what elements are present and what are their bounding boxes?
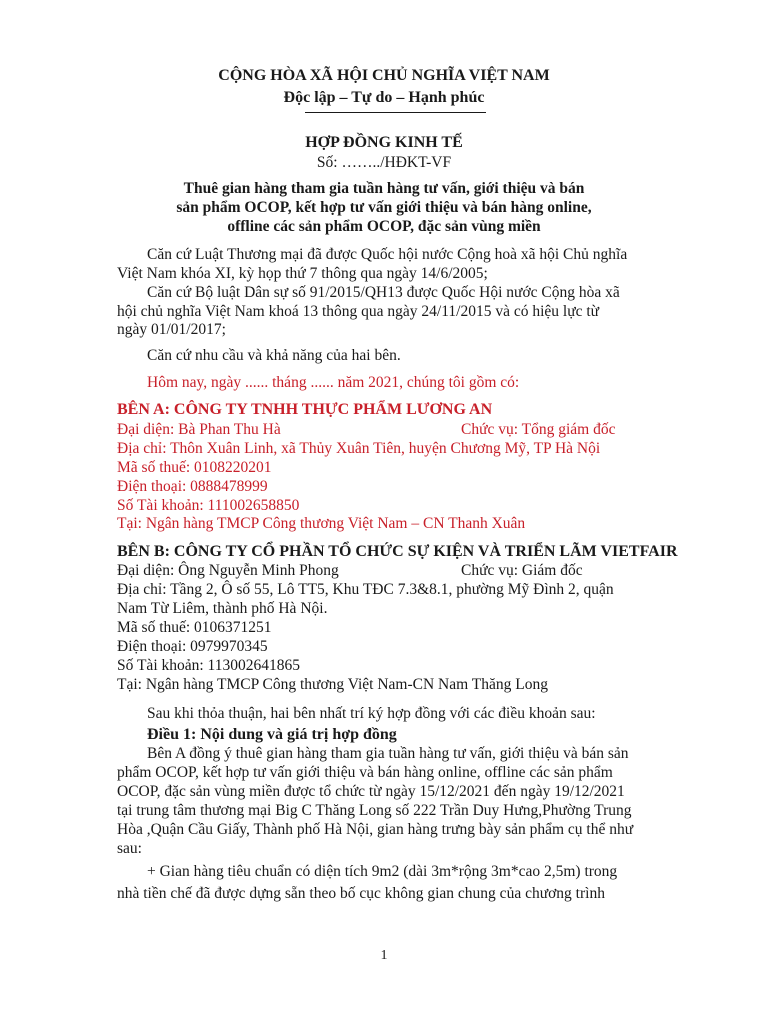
article-1-paragraph-line: sau: — [117, 840, 142, 857]
party-b-phone: Điện thoại: 0979970345 — [117, 638, 268, 655]
article-1-paragraph-line: Hòa ,Quận Cầu Giấy, Thành phố Hà Nội, gian hàng trưng bày sản phẩm cụ thể như — [117, 821, 634, 838]
basis-paragraph-line: ngày 01/01/2017; — [117, 321, 226, 338]
article-1-heading: Điều 1: Nội dung và giá trị hợp đồng — [147, 726, 397, 743]
party-b-tax-code: Mã số thuế: 0106371251 — [117, 619, 272, 636]
article-1-paragraph-line: phẩm OCOP, kết hợp tư vấn giới thiệu và bán hàng online, offline các sản phẩm — [117, 764, 613, 781]
national-title: CỘNG HÒA XÃ HỘI CHỦ NGHĨA VIỆT NAM — [218, 67, 550, 84]
party-a-address: Địa chỉ: Thôn Xuân Linh, xã Thủy Xuân Tiên, huyện Chương Mỹ, TP Hà Nội — [117, 440, 601, 457]
contract-subject-line: Thuê gian hàng tham gia tuần hàng tư vấn, giới thiệu và bán — [183, 180, 585, 197]
contract-number: Số: ……../HĐKT-VF — [316, 154, 452, 171]
basis-paragraph-line: Căn cứ Bộ luật Dân sự số 91/2015/QH13 được Quốc Hội nước Cộng hòa xã — [147, 284, 620, 301]
basis-paragraph-line: Căn cứ Luật Thương mại đã được Quốc hội nước Cộng hoà xã hội Chủ nghĩa — [147, 246, 628, 263]
party-b-account: Số Tài khoản: 113002641865 — [117, 657, 300, 674]
party-a-representative: Đại diện: Bà Phan Thu Hà — [117, 421, 281, 438]
basis-paragraph-line: hội chủ nghĩa Việt Nam khoá 13 thông qua ngày 24/11/2015 và có hiệu lực từ — [117, 303, 600, 320]
party-a-bank: Tại: Ngân hàng TMCP Công thương Việt Nam – CN Thanh Xuân — [117, 515, 526, 532]
basis-paragraph-line: Căn cứ nhu cầu và khả năng của hai bên. — [147, 347, 401, 364]
article-1-paragraph-line: tại trung tâm thương mại Big C Thăng Long số 222 Trần Duy Hưng,Phường Trung — [117, 802, 632, 819]
party-a-phone: Điện thoại: 0888478999 — [117, 478, 268, 495]
party-b-bank: Tại: Ngân hàng TMCP Công thương Việt Nam-CN Nam Thăng Long — [117, 676, 548, 693]
motto-underline — [305, 112, 486, 113]
party-a-position: Chức vụ: Tổng giám đốc — [461, 421, 616, 438]
article-1-paragraph-line: Bên A đồng ý thuê gian hàng tham gia tuần hàng tư vấn, giới thiệu và bán sản — [147, 745, 629, 762]
national-motto: Độc lập – Tự do – Hạnh phúc — [283, 89, 485, 106]
article-1-paragraph-line: OCOP, đặc sản vùng miền được tổ chức từ ngày 15/12/2021 đến ngày 19/12/2021 — [117, 783, 625, 800]
contract-title: HỢP ĐỒNG KINH TẾ — [305, 134, 463, 151]
contract-subject-line: sản phẩm OCOP, kết hợp tư vấn giới thiệu và bán hàng online, — [176, 199, 592, 216]
basis-paragraph-line: Việt Nam khóa XI, kỳ họp thứ 7 thông qua ngày 14/6/2005; — [117, 265, 488, 282]
party-a-account: Số Tài khoản: 111002658850 — [117, 497, 300, 514]
contract-subject-line: offline các sản phẩm OCOP, đặc sản vùng miền — [227, 218, 541, 235]
party-a-heading: BÊN A: CÔNG TY TNHH THỰC PHẨM LƯƠNG AN — [117, 401, 493, 418]
party-b-address: Nam Từ Liêm, thành phố Hà Nội. — [117, 600, 328, 617]
party-b-representative: Đại diện: Ông Nguyễn Minh Phong — [117, 562, 339, 579]
party-b-address: Địa chỉ: Tầng 2, Ô số 55, Lô TT5, Khu TĐC 7.3&8.1, phường Mỹ Đình 2, quận — [117, 581, 614, 598]
article-1-paragraph-line: nhà tiền chế đã được dựng sẵn theo bố cục không gian chung của chương trình — [117, 885, 605, 902]
party-b-heading: BÊN B: CÔNG TY CỔ PHẦN TỔ CHỨC SỰ KIỆN VÀ TRIỂN LÃM VIETFAIR — [117, 543, 678, 560]
party-a-tax-code: Mã số thuế: 0108220201 — [117, 459, 272, 476]
date-statement: Hôm nay, ngày ...... tháng ...... năm 2021, chúng tôi gồm có: — [147, 374, 520, 391]
page-number: 1 — [380, 948, 388, 963]
article-1-paragraph-line: + Gian hàng tiêu chuẩn có diện tích 9m2 (dài 3m*rộng 3m*cao 2,5m) trong — [147, 863, 618, 880]
agreement-statement: Sau khi thỏa thuận, hai bên nhất trí ký hợp đồng với các điều khoản sau: — [147, 705, 596, 722]
party-b-position: Chức vụ: Giám đốc — [461, 562, 583, 579]
